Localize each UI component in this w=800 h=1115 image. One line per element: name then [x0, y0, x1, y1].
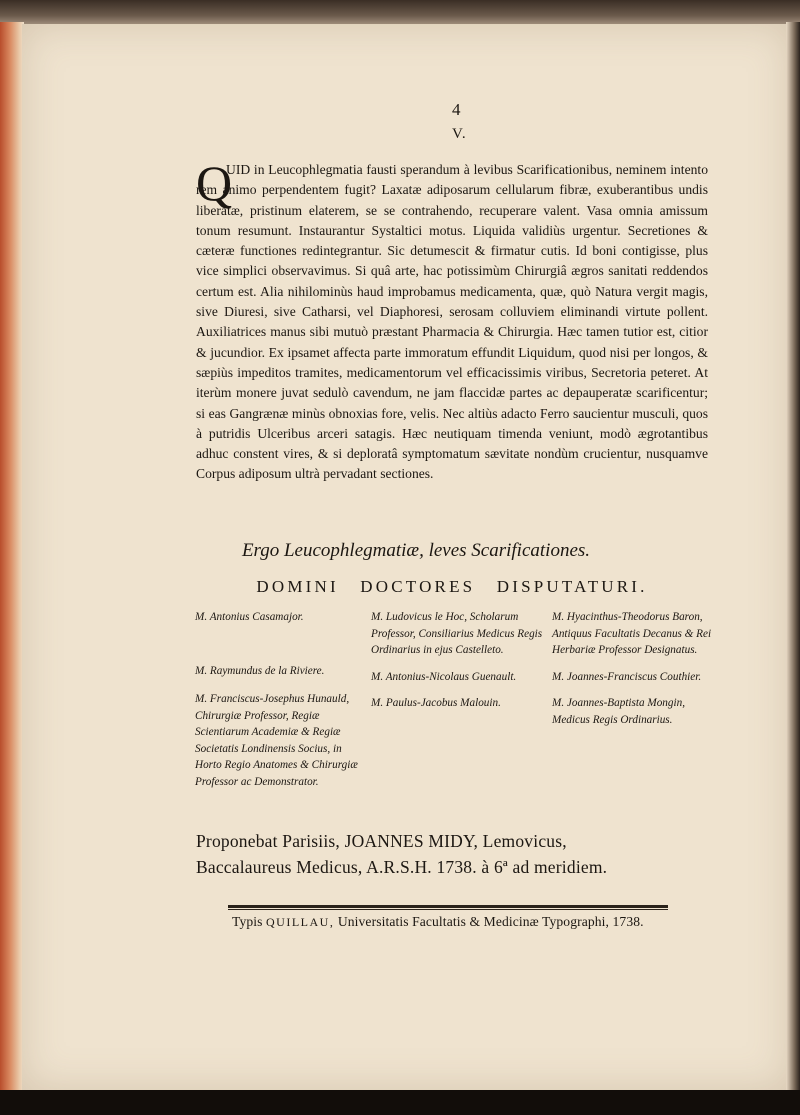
printer-imprint — [232, 914, 692, 930]
drop-cap: Q — [196, 155, 233, 211]
body-paragraph — [196, 155, 708, 485]
doctor-entry: M. Hyacinthus-Theodorus Baron, Antiquus Facultatis Decanus & Rei Herbariæ Professor Designatus. — [552, 611, 712, 656]
doctor-entry: M. Joannes-Franciscus Couthier. — [552, 670, 702, 683]
doctor-entry: M. Raymundus de la Riviere. — [195, 664, 325, 677]
divider-rule — [228, 905, 668, 908]
proponebat-line-2: Baccalaureus Medicus, A.R.S.H. 1738. à 6ª ad meridiem. — [196, 857, 608, 877]
book-right-edge — [786, 22, 800, 1092]
doctor-entry: M. Joannes-Baptista Mongin, Medicus Regis Ordinarius. — [552, 697, 685, 726]
doctors-column-1 — [195, 609, 365, 800]
body-paragraph-text: UID in Leucophlegmatia fausti sperandum à levibus Scarificationibus, neminem intento rem animo perpendentem fugit? Laxatæ adiposarum cellularum fibræ, exuberantibus undis liberatæ, pristinum elaterem, se se contrahendo, recuperare valent. Vasa omnia amissum tonum resumunt. Instaurantur Systaltici motus. Liquida validiùs urgentur. Secretiones & cæteræ functiones redintegrantur. Sic detumescit & firmatur cutis. Id boni contigisse, plus vice simplici observavimus. Si quâ arte, hac potissimùm Chirurgiâ ægros sanitati reddendos certum est. Alia nihilominùs haud improbamus medicamenta, quæ, quò Natura vergit magis, sive Diuresi, sive Catharsi, vel Diaphoresi, serosam colluviem eliminandi virtute pollent. Auxiliatrices manus sibi mutuò præstant Pharmacia & Chirurgia. Hæc tamen tutior est, citior & jucundior. Ex ipsamet affecta parte immoratum effundit Liquidum, quod nisi per longos, & sæpiùs impeditos tramites, medicamentorum vel efficacissimis viribus, Secretoria peteret. At iterùm monere juvat sedulò cavendum, ne jam flaccidæ partes ac depauperatæ scarificentur; si eas Gangrænæ minùs obnoxias fore, velis. Nec altiùs adacto Ferro saucientur musculi, quos à putridis Ulceribus arceri satagis. Hæc neutiquam timenda veniunt, modò ægrotantibus adhuc constent vires, & si deploratâ symptomatum sævitate nondùm crucientur, nusquamve Corpus adiposum ultrà pervadant sectiones. — [196, 162, 708, 482]
doctor-entry: M. Antonius-Nicolaus Guenault. — [371, 670, 517, 683]
doctor-entry: M. Antonius Casamajor. — [195, 611, 304, 623]
doctor-entry: M. Ludovicus le Hoc, Scholarum Professor, Consiliarius Medicus Regis Ordinarius in ejus Castelleto. — [371, 611, 543, 656]
doctor-entry: M. Franciscus-Josephus Hunauld, Chirurgiæ Professor, Regiæ Scientiarum Academiæ & Regiæ Societatis Londinensis Socius, in Horto Regio Anatomes & Chirurgiæ Professor ac Demonstrator. — [195, 693, 358, 788]
printer-prefix: Typis — [232, 914, 263, 929]
doctor-entry: M. Paulus-Jacobus Malouin. — [371, 697, 501, 709]
thesis-statement: Ergo Leucophlegmatiæ, leves Scarificationes. — [241, 540, 591, 561]
doctors-column-3 — [552, 609, 724, 738]
page-number: 4 — [452, 100, 461, 119]
section-number: V. — [452, 126, 467, 142]
divider-rule-thin — [228, 909, 668, 910]
book-bottom-edge — [0, 1090, 800, 1115]
printer-name: QUILLAU, — [266, 915, 335, 929]
page-stack-edge — [0, 22, 24, 1092]
proponebat-block — [196, 828, 716, 880]
proponebat-line-1: Proponebat Parisiis, JOANNES MIDY, Lemovicus, — [196, 831, 567, 851]
printer-suffix: Universitatis Facultatis & Medicinæ Typographi, 1738. — [337, 914, 644, 929]
disputaturi-heading: DOMINI DOCTORES DISPUTATURI. — [256, 577, 648, 596]
doctors-column-2 — [371, 609, 546, 722]
book-top-edge — [0, 0, 800, 26]
